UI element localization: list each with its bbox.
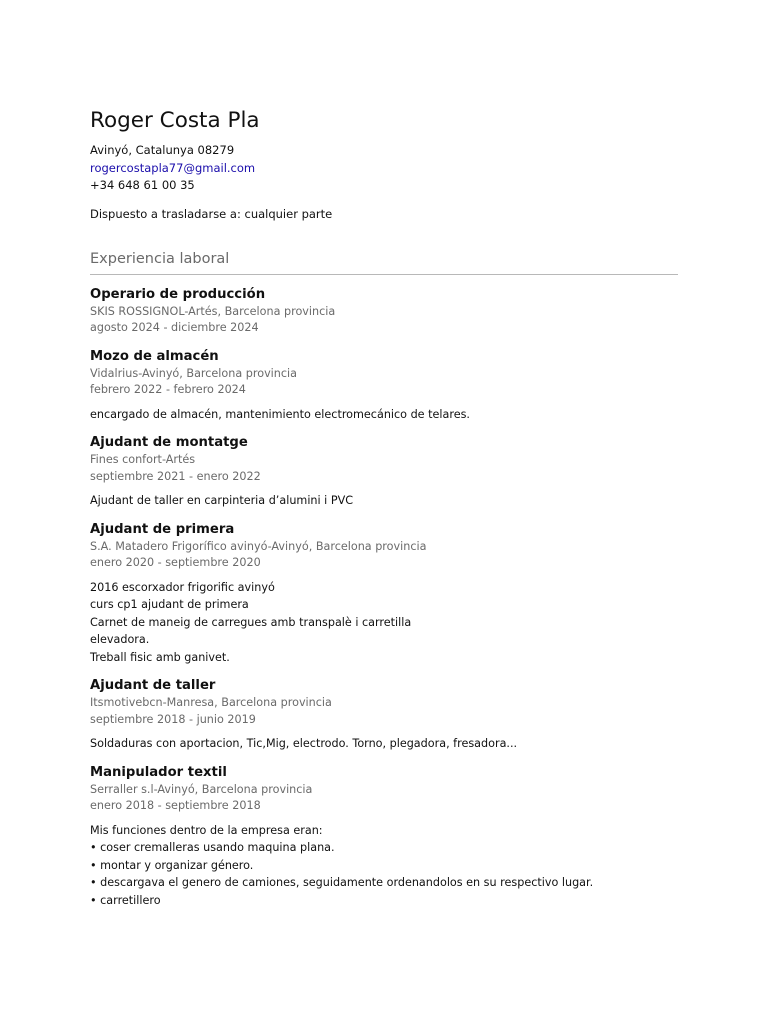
job-description-line: • descargava el genero de camiones, seguidamente ordenandolos en su respectivo lugar. xyxy=(90,876,594,889)
job-company: SKIS ROSSIGNOL-Artés, Barcelona provincia xyxy=(90,304,336,318)
job-description-line: • coser cremalleras usando maquina plana. xyxy=(90,841,335,854)
job-description xyxy=(90,406,678,424)
job-description-line: 2016 escorxador frigorific avinyó xyxy=(90,580,275,594)
job-company: Serraller s.l-Avinyó, Barcelona provincia xyxy=(90,782,313,796)
job-entry xyxy=(90,677,678,753)
job-dates: septiembre 2021 - enero 2022 xyxy=(90,469,261,483)
job-description-line: elevadora. xyxy=(90,633,150,646)
job-title: Ajudant de montatge xyxy=(90,435,248,450)
job-title: Manipulador textil xyxy=(90,764,227,780)
job-description-line: Soldaduras con aportacion, Tic,Mig, electrodo. Torno, plegadora, fresadora... xyxy=(90,737,518,750)
job-entry xyxy=(90,521,678,667)
job-description xyxy=(90,735,678,753)
job-description-line: Mis funciones dentro de la empresa eran: xyxy=(90,823,323,837)
relocation-text: Dispuesto a trasladarse a: cualquier parte xyxy=(90,206,333,221)
job-entry xyxy=(90,764,678,910)
job-description-line: • carretillero xyxy=(90,893,161,907)
job-entry xyxy=(90,434,678,510)
job-description-line: Ajudant de taller en carpinteria d’alumini i PVC xyxy=(90,494,354,507)
job-title: Ajudant de primera xyxy=(90,521,235,537)
job-title: Operario de producción xyxy=(90,286,266,302)
job-entry xyxy=(90,286,678,337)
job-title: Mozo de almacén xyxy=(90,348,219,364)
experience-section-title: Experiencia laboral xyxy=(90,249,678,275)
job-company: Itsmotivebcn-Manresa, Barcelona provincia xyxy=(90,696,332,709)
job-description xyxy=(90,492,678,510)
job-company: Vidalrius-Avinyó, Barcelona provincia xyxy=(90,366,297,380)
job-dates: septiembre 2018 - junio 2019 xyxy=(90,712,256,726)
job-description-line: curs cp1 ajudant de primera xyxy=(90,598,249,611)
email-link[interactable]: rogercostapla77@gmail.com xyxy=(90,160,256,175)
phone-text: +34 648 61 00 35 xyxy=(90,178,195,192)
location-text: Avinyó, Catalunya 08279 xyxy=(90,143,235,157)
job-description xyxy=(90,579,678,667)
job-description-line: Treball fisic amb ganivet. xyxy=(90,650,230,664)
job-dates: enero 2018 - septiembre 2018 xyxy=(90,799,261,812)
resume-page xyxy=(90,107,678,909)
job-dates: enero 2020 - septiembre 2020 xyxy=(90,556,261,569)
job-description-line: Carnet de maneig de carregues amb transpalè i carretilla xyxy=(90,615,412,629)
job-company: S.A. Matadero Frigorífico avinyó-Avinyó, Barcelona provincia xyxy=(90,539,427,553)
job-description xyxy=(90,822,678,910)
job-dates: febrero 2022 - febrero 2024 xyxy=(90,383,246,396)
job-description-line: • montar y organizar género. xyxy=(90,858,254,872)
job-company: Fines confort-Artés xyxy=(90,453,196,466)
candidate-name: Roger Costa Pla xyxy=(90,108,260,133)
job-description-line: encargado de almacén, mantenimiento electromecánico de telares. xyxy=(90,407,470,421)
experience-list xyxy=(90,286,678,910)
job-dates: agosto 2024 - diciembre 2024 xyxy=(90,321,259,334)
job-entry xyxy=(90,348,678,424)
job-title: Ajudant de taller xyxy=(90,678,216,693)
